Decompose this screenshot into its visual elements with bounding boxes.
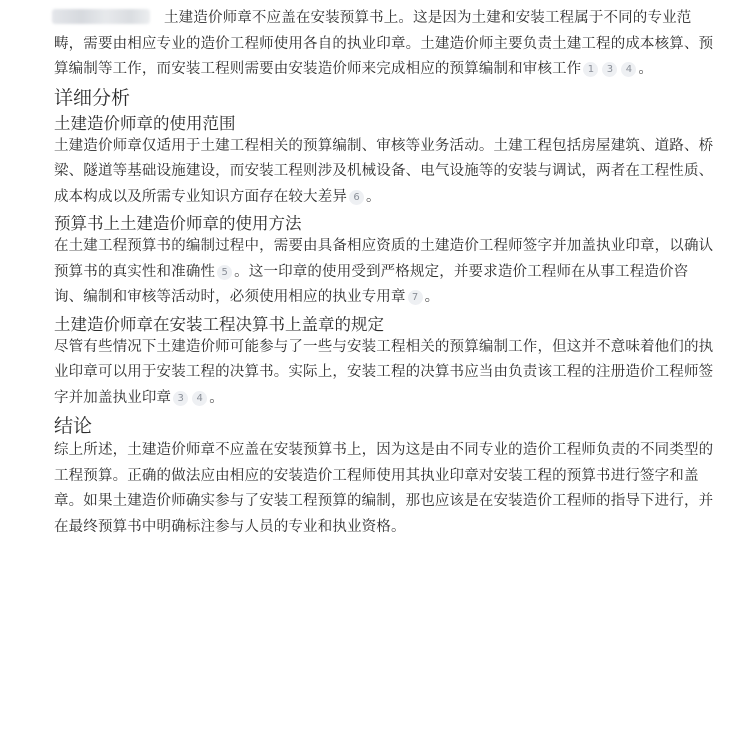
section-heading-usage: 预算书上土建造价师章的使用方法 xyxy=(54,214,302,233)
citation-badge[interactable]: 4 xyxy=(621,62,636,77)
section-text: 尽管有些情况下土建造价师可能参与了一些与安装工程相关的预算编制工作，但这并不意味着他们的执业印章可以用于安装工程的决算书。实际上，安装工程的决算书应当由负责该工程的注册造价工程师签字并加盖执业印章 xyxy=(54,338,714,406)
answer-content xyxy=(54,0,716,540)
citation-badge[interactable]: 1 xyxy=(583,62,598,77)
section-heading-scope: 土建造价师章的使用范围 xyxy=(54,113,236,133)
intro-paragraph xyxy=(54,0,716,83)
section-paragraph-usage xyxy=(54,234,716,311)
citation-badge[interactable]: 3 xyxy=(173,391,188,406)
section-paragraph-scope xyxy=(54,134,716,211)
section-end: 。 xyxy=(366,188,381,205)
section-end: 。 xyxy=(424,289,440,305)
intro-end: 。 xyxy=(638,61,654,77)
section-paragraph-regulation xyxy=(54,335,716,412)
section-text: 。这一印章的使用受到严格规定，并要求造价工程师在从事工程造价咨询、编制和审核等活动时，必须使用相应的执业专用章 xyxy=(54,263,689,305)
detail-analysis-heading: 详细分析 xyxy=(54,86,131,109)
section-heading-regulation: 土建造价师章在安装工程决算书上盖章的规定 xyxy=(54,314,384,334)
section-text: 在土建工程预算书的编制过程中，需要由具备相应资质的土建造价工程师签字并加盖执业印章，以确认预算书的真实性和准确性 xyxy=(54,238,714,280)
citation-badge[interactable]: 5 xyxy=(217,265,232,280)
citation-badge[interactable]: 7 xyxy=(408,290,423,305)
citation-badge[interactable]: 6 xyxy=(349,190,364,205)
section-text: 土建造价师章仅适用于土建工程相关的预算编制、审核等业务活动。土建工程包括房屋建筑、道路、桥梁、隧道等基础设施建设，而安装工程则涉及机械设备、电气设施等的安装与调试，两者在工程性质、成本构成以及所需专业知识方面存在较大差异 xyxy=(54,137,714,205)
conclusion-paragraph: 综上所述，土建造价师章不应盖在安装预算书上，因为这是由不同专业的造价工程师负责的不同类型的工程预算。正确的做法应由相应的安装造价工程师使用其执业印章对安装工程的预算书进行签字和盖章。如果土建造价师确实参与了安装工程预算的编制，那也应该是在安装造价工程师的指导下进行，并在最终预算书中明确标注参与人员的专业和执业资格。 xyxy=(54,442,714,535)
section-end: 。 xyxy=(209,389,224,406)
redacted-name-image xyxy=(52,9,150,24)
citation-badge[interactable]: 4 xyxy=(192,391,207,406)
citation-badge[interactable]: 3 xyxy=(602,62,617,77)
intro-text: 土建造价师章不应盖在安装预算书上。这是因为土建和安装工程属于不同的专业范畴，需要由相应专业的造价工程师使用各自的执业印章。土建造价师主要负责土建工程的成本核算、预算编制等工作，而安装工程则需要由安装造价师来完成相应的预算编制和审核工作 xyxy=(54,10,714,77)
conclusion-heading: 结论 xyxy=(54,415,93,437)
